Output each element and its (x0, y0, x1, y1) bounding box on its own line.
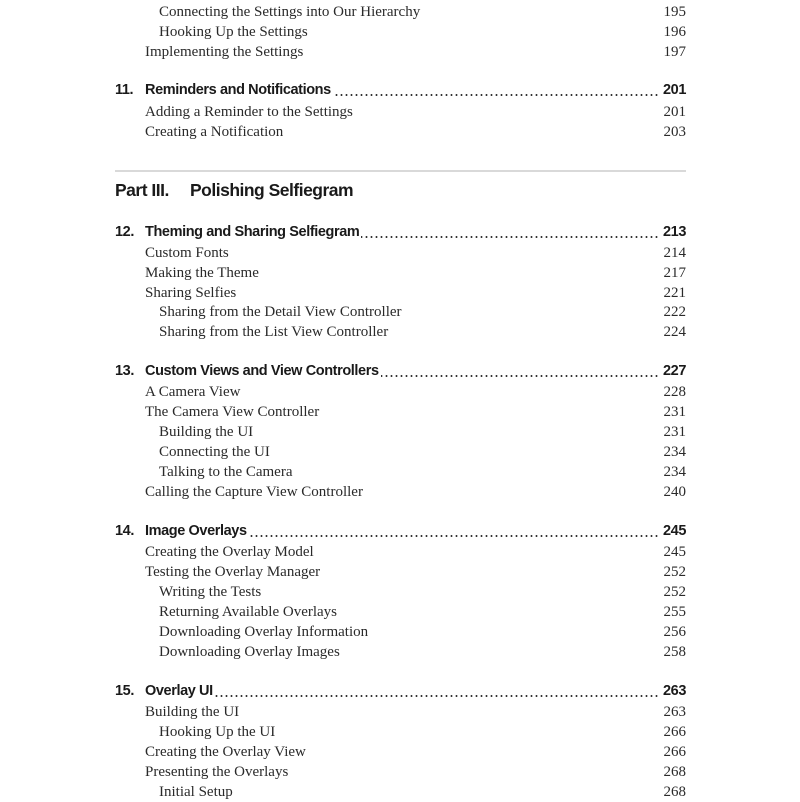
entry-title: Downloading Overlay Information (159, 624, 369, 640)
entry-title: Writing the Tests (159, 584, 262, 600)
chapter-number: 14. (115, 523, 134, 539)
page-number: 256 (663, 624, 686, 640)
entry-title: Custom Fonts (145, 245, 229, 261)
entry-title: Calling the Capture View Controller (145, 484, 363, 500)
entry-title: Connecting the UI (159, 444, 270, 460)
page-number: 195 (663, 4, 686, 20)
toc-section-row[interactable] (0, 742, 800, 762)
toc-section-row[interactable] (0, 102, 800, 122)
toc-section-row[interactable] (0, 562, 800, 582)
page-number: 263 (663, 704, 686, 720)
page-number: 245 (663, 523, 686, 539)
entry-title: The Camera View Controller (145, 404, 320, 420)
toc-section-row[interactable] (0, 283, 800, 303)
toc-subsection-row[interactable] (0, 442, 800, 462)
entry-title: Creating the Overlay Model (145, 544, 314, 560)
chapter-title: Reminders and Notifications (145, 82, 331, 98)
dot-leader (215, 695, 659, 697)
page-number: 201 (663, 104, 686, 120)
toc-section-row[interactable] (0, 702, 800, 722)
entry-title: Testing the Overlay Manager (145, 564, 321, 580)
page-number: 263 (663, 683, 686, 699)
toc-section-row[interactable] (0, 122, 800, 142)
part-divider (115, 170, 686, 172)
entry-title: Creating a Notification (145, 124, 284, 140)
page-number: 255 (663, 604, 686, 620)
toc-section-row[interactable] (0, 542, 800, 562)
toc-section-row[interactable] (0, 42, 800, 62)
entry-title: Adding a Reminder to the Settings (145, 104, 353, 120)
part-label: Part III. (115, 180, 169, 200)
toc-chapter-row[interactable] (0, 80, 800, 100)
dot-leader (333, 94, 659, 96)
part-title: Polishing Selfiegram (190, 180, 354, 200)
entry-title: A Camera View (145, 384, 241, 400)
page-number: 217 (663, 265, 686, 281)
page-number: 197 (663, 44, 686, 60)
page-number: 228 (663, 384, 686, 400)
page-number: 268 (663, 784, 686, 800)
page-number: 203 (663, 124, 686, 140)
toc-subsection-row[interactable] (0, 722, 800, 742)
entry-title: Sharing from the Detail View Controller (159, 304, 402, 320)
page-number: 196 (663, 24, 686, 40)
chapter-title: Overlay UI (145, 683, 213, 699)
dot-leader (381, 375, 659, 377)
chapter-number: 13. (115, 363, 134, 379)
chapter-number: 11. (115, 82, 134, 98)
page-number: 266 (663, 744, 686, 760)
entry-title: Presenting the Overlays (145, 764, 289, 780)
page-number: 231 (663, 404, 686, 420)
toc-subsection-row[interactable] (0, 2, 800, 22)
toc-subsection-row[interactable] (0, 422, 800, 442)
page-number: 221 (663, 285, 686, 301)
toc-subsection-row[interactable] (0, 582, 800, 602)
entry-title: Making the Theme (145, 265, 259, 281)
toc-subsection-row[interactable] (0, 322, 800, 342)
page-number: 222 (663, 304, 686, 320)
page-number: 252 (663, 564, 686, 580)
page-number: 258 (663, 644, 686, 660)
chapter-number: 15. (115, 683, 134, 699)
page-number: 201 (663, 82, 686, 98)
page-number: 214 (663, 245, 686, 261)
page-number: 266 (663, 724, 686, 740)
page-number: 231 (663, 424, 686, 440)
page-number: 234 (663, 464, 686, 480)
entry-title: Returning Available Overlays (159, 604, 338, 620)
page-number: 213 (663, 224, 686, 240)
entry-title: Implementing the Settings (145, 44, 304, 60)
toc-subsection-row[interactable] (0, 302, 800, 322)
entry-title: Talking to the Camera (159, 464, 293, 480)
toc-subsection-row[interactable] (0, 602, 800, 622)
toc-section-row[interactable] (0, 263, 800, 283)
entry-title: Building the UI (159, 424, 254, 440)
toc-section-row[interactable] (0, 382, 800, 402)
chapter-title: Image Overlays (145, 523, 247, 539)
chapter-title: Theming and Sharing Selfiegram (145, 224, 360, 240)
page-number: 224 (663, 324, 686, 340)
toc-section-row[interactable] (0, 402, 800, 422)
page-number: 227 (663, 363, 686, 379)
entry-title: Downloading Overlay Images (159, 644, 340, 660)
entry-title: Hooking Up the UI (159, 724, 276, 740)
toc-subsection-row[interactable] (0, 22, 800, 42)
toc-chapter-row[interactable] (0, 361, 800, 381)
page-number: 245 (663, 544, 686, 560)
toc-subsection-row[interactable] (0, 462, 800, 482)
entry-title: Building the UI (145, 704, 240, 720)
toc-section-row[interactable] (0, 482, 800, 502)
entry-title: Connecting the Settings into Our Hierarchy (159, 4, 421, 20)
part-heading (0, 178, 800, 202)
entry-title: Sharing from the List View Controller (159, 324, 389, 340)
entry-title: Creating the Overlay View (145, 744, 306, 760)
entry-title: Hooking Up the Settings (159, 24, 308, 40)
toc-section-row[interactable] (0, 243, 800, 263)
page-number: 240 (663, 484, 686, 500)
entry-title: Sharing Selfies (145, 285, 237, 301)
dot-leader (361, 236, 659, 238)
page-number: 268 (663, 764, 686, 780)
dot-leader (249, 535, 659, 537)
chapter-number: 12. (115, 224, 134, 240)
toc-subsection-row[interactable] (0, 642, 800, 662)
toc-chapter-row[interactable] (0, 681, 800, 701)
toc-chapter-row[interactable] (0, 222, 800, 242)
toc-subsection-row[interactable] (0, 622, 800, 642)
chapter-title: Custom Views and View Controllers (145, 363, 379, 379)
entry-title: Initial Setup (159, 784, 233, 800)
toc-section-row[interactable] (0, 762, 800, 782)
page-number: 234 (663, 444, 686, 460)
page-number: 252 (663, 584, 686, 600)
toc-chapter-row[interactable] (0, 521, 800, 541)
toc-subsection-row[interactable] (0, 782, 800, 802)
